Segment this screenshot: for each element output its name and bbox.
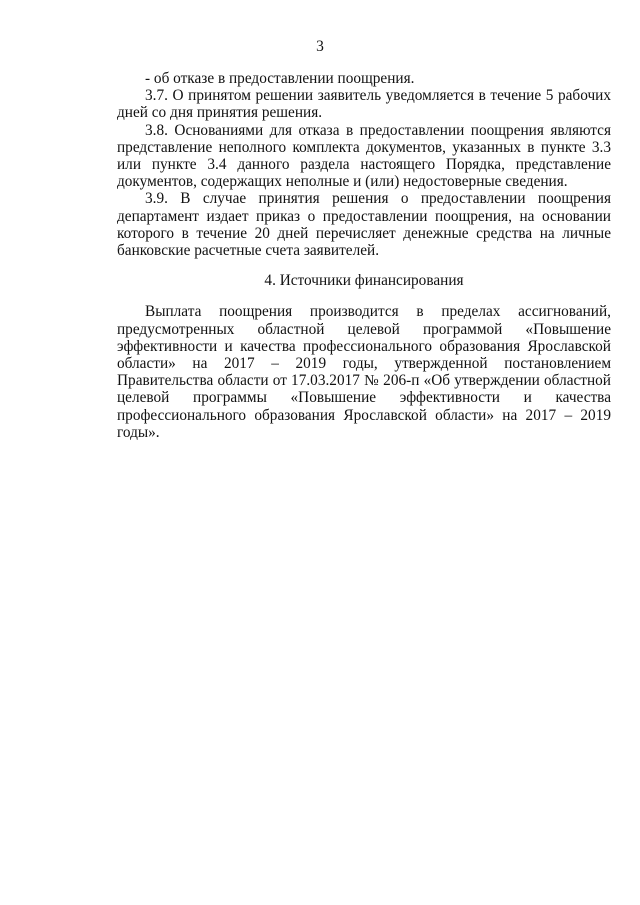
paragraph-3-8: 3.8. Основаниями для отказа в предоставлении поощрения являются представление неполного комплекта документов, указанных в пункте 3.3 или пункте 3.4 данного раздела настоящего Порядка, представление документов, содержащих неполные и (или) недостоверные сведения. [117, 121, 611, 191]
document-body [117, 70, 611, 441]
paragraph-3-9: 3.9. В случае принятия решения о предоставлении поощрения департамент издает приказ о предоставлении поощрения, на основании которого в течение 20 дней перечисляет денежные средства на личные банковские расчетные счета заявителей. [117, 190, 611, 260]
paragraph-refusal-item: - об отказе в предоставлении поощрения. [145, 70, 415, 87]
paragraph-3-7: 3.7. О принятом решении заявитель уведомляется в течение 5 рабочих дней со дня принятия решения. [117, 87, 611, 122]
page-number: 3 [316, 38, 324, 55]
paragraph-financing: Выплата поощрения производится в пределах ассигнований, предусмотренных областной целевой программой «Повышение эффективности и качества профессионального образования Ярославской области» на 2017 – 2019 годы, утвержденной постановлением Правительства области от 17.03.2017 № 206-п «Об утверждении областной целевой программы «Повышение эффективности и качества профессионального образования Ярославской области» на 2017 – 2019 годы». [117, 303, 611, 441]
section-heading: 4. Источники финансирования [264, 272, 464, 290]
